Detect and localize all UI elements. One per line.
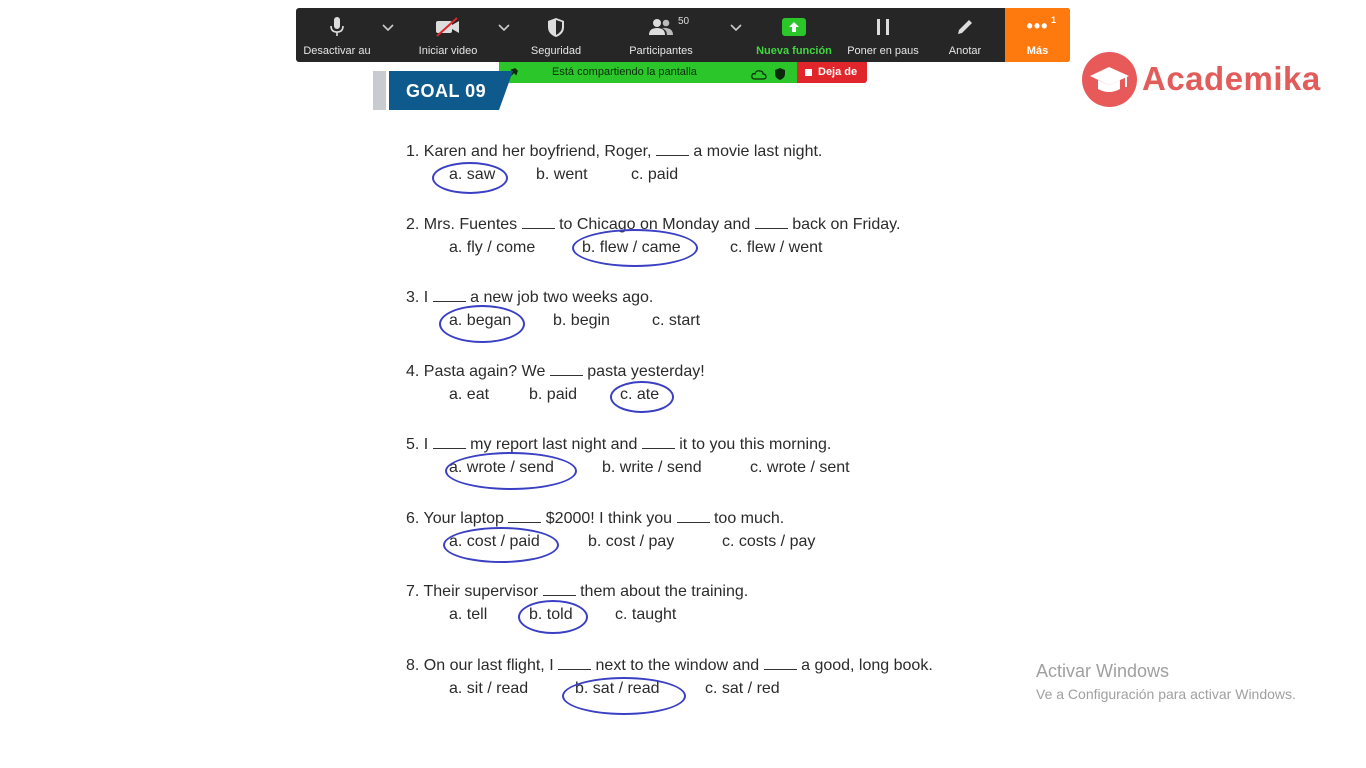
start-video-button[interactable] xyxy=(408,8,488,62)
activate-windows-subtitle: Ve a Configuración para activar Windows. xyxy=(1036,686,1296,702)
answer-circle-annotation xyxy=(443,527,559,563)
question-number: 8. xyxy=(406,657,424,674)
question-text: a movie last night. xyxy=(693,143,823,160)
question-text: $2000! I think you xyxy=(545,510,677,527)
question-text: too much. xyxy=(713,510,785,527)
answer-option[interactable]: c. paid xyxy=(631,166,679,183)
question-text: I xyxy=(423,436,433,453)
answer-blank xyxy=(550,361,583,376)
answer-option[interactable]: b. flew / came xyxy=(582,239,681,256)
answer-option[interactable]: a. sit / read xyxy=(449,680,529,697)
more-button[interactable] xyxy=(1005,8,1070,62)
question-stem xyxy=(406,287,653,307)
answer-blank xyxy=(522,214,555,229)
answer-option[interactable]: c. start xyxy=(652,312,701,329)
question-number: 3. xyxy=(406,289,424,306)
more-badge: 1 xyxy=(1050,15,1056,25)
pencil-icon xyxy=(934,16,996,38)
answer-option[interactable]: a. tell xyxy=(449,606,488,623)
sharing-banner xyxy=(499,62,797,83)
answer-option[interactable]: b. write / send xyxy=(602,459,702,476)
answer-circle-annotation xyxy=(439,305,525,343)
question-text: Karen and her boyfriend, Roger, xyxy=(423,143,656,160)
more-label: Más xyxy=(1026,45,1049,57)
answer-option[interactable]: a. began xyxy=(449,312,512,329)
question-number: 2. xyxy=(406,216,424,233)
sharing-status-text: Está compartiendo la pantalla xyxy=(552,66,697,78)
answer-option[interactable]: b. told xyxy=(529,606,573,623)
answer-option[interactable]: c. taught xyxy=(615,606,677,623)
answer-circle-annotation xyxy=(432,162,508,194)
stop-share-button[interactable] xyxy=(797,62,867,83)
shield-icon xyxy=(518,16,594,38)
answer-option[interactable]: c. costs / pay xyxy=(722,533,816,550)
question-number: 5. xyxy=(406,436,424,453)
shield-icon xyxy=(775,67,785,85)
question-text: it to you this morning. xyxy=(679,436,832,453)
video-off-icon xyxy=(408,16,488,38)
answer-blank xyxy=(543,581,576,596)
ellipsis-icon: ••• xyxy=(1026,16,1049,36)
graduation-cap-icon xyxy=(1082,52,1137,107)
goal-title: GOAL 09 xyxy=(406,81,487,101)
cloud-icon xyxy=(751,67,767,85)
answer-blank xyxy=(656,141,689,156)
question-text: Your laptop xyxy=(423,510,509,527)
goal-header-accent xyxy=(373,71,386,110)
question-text: Pasta again? We xyxy=(423,363,550,380)
share-screen-label: Nueva función xyxy=(756,45,832,57)
pause-share-button[interactable] xyxy=(840,8,926,62)
answer-option[interactable]: a. wrote / send xyxy=(449,459,554,476)
answer-blank xyxy=(677,508,710,523)
answer-option[interactable]: b. cost / pay xyxy=(588,533,675,550)
meeting-toolbar xyxy=(296,8,1070,62)
answer-option[interactable]: b. sat / read xyxy=(575,680,660,697)
stop-icon xyxy=(805,69,812,76)
question-stem xyxy=(406,361,705,381)
answer-circle-annotation xyxy=(518,600,588,634)
participants-count: 50 xyxy=(678,16,690,27)
security-label: Seguridad xyxy=(530,45,582,57)
microphone-icon xyxy=(296,16,378,38)
answer-blank xyxy=(764,655,797,670)
answer-option[interactable]: c. wrote / sent xyxy=(750,459,850,476)
question-stem xyxy=(406,434,831,454)
answer-circle-annotation xyxy=(610,381,674,413)
activate-windows-title: Activar Windows xyxy=(1036,661,1170,681)
question-number: 7. xyxy=(406,583,424,600)
answer-option[interactable]: b. paid xyxy=(529,386,578,403)
question-text: them about the training. xyxy=(580,583,749,600)
chevron-down-icon[interactable] xyxy=(498,24,516,32)
question-text: a new job two weeks ago. xyxy=(470,289,654,306)
answer-circle-annotation xyxy=(572,229,698,267)
chevron-down-icon[interactable] xyxy=(730,24,748,32)
security-button[interactable] xyxy=(518,8,594,62)
question-number: 6. xyxy=(406,510,424,527)
answer-option[interactable]: b. begin xyxy=(553,312,610,329)
answer-option[interactable]: a. fly / come xyxy=(449,239,536,256)
question-text: a good, long book. xyxy=(801,657,933,674)
question-text: Mrs. Fuentes xyxy=(423,216,522,233)
question-text: next to the window and xyxy=(595,657,764,674)
answer-circle-annotation xyxy=(562,677,686,715)
question-stem xyxy=(406,655,933,675)
annotate-button[interactable] xyxy=(934,8,996,62)
question-text: pasta yesterday! xyxy=(587,363,705,380)
answer-option[interactable]: c. ate xyxy=(620,386,660,403)
participants-button[interactable] xyxy=(618,8,704,62)
question-text: back on Friday. xyxy=(792,216,901,233)
answer-option[interactable]: b. went xyxy=(536,166,588,183)
question-text: Their supervisor xyxy=(423,583,543,600)
answer-blank xyxy=(558,655,591,670)
question-text: to Chicago on Monday and xyxy=(559,216,755,233)
question-stem xyxy=(406,508,784,528)
answer-blank xyxy=(433,434,466,449)
answer-option[interactable]: a. eat xyxy=(449,386,490,403)
question-text: my report last night and xyxy=(470,436,642,453)
answer-circle-annotation xyxy=(445,452,577,490)
start-video-label: Iniciar video xyxy=(418,45,478,57)
answer-blank xyxy=(755,214,788,229)
question-number: 4. xyxy=(406,363,424,380)
goal-header xyxy=(389,71,513,110)
share-up-arrow-icon xyxy=(752,16,836,38)
question-text: On our last flight, I xyxy=(423,657,559,674)
question-stem xyxy=(406,581,748,601)
participants-label: Participantes xyxy=(629,45,693,57)
answer-blank xyxy=(433,287,466,302)
chevron-down-icon[interactable] xyxy=(382,24,400,32)
answer-blank xyxy=(508,508,541,523)
participants-icon xyxy=(618,16,704,38)
pause-share-label: Poner en paus xyxy=(847,45,919,57)
logo-text: Academika xyxy=(1142,60,1321,97)
stop-share-label: Deja de xyxy=(818,66,858,78)
annotate-label: Anotar xyxy=(948,45,982,57)
mute-button[interactable] xyxy=(296,8,378,62)
answer-option[interactable]: c. sat / red xyxy=(705,680,780,697)
mute-label: Desactivar au xyxy=(303,45,371,57)
answer-option[interactable]: c. flew / went xyxy=(730,239,823,256)
answer-option[interactable]: a. cost / paid xyxy=(449,533,540,550)
answer-option[interactable]: a. saw xyxy=(449,166,496,183)
question-text: I xyxy=(423,289,433,306)
pause-icon xyxy=(840,16,926,38)
question-number: 1. xyxy=(406,143,424,160)
question-stem xyxy=(406,141,822,161)
share-screen-button[interactable] xyxy=(752,8,836,62)
answer-blank xyxy=(642,434,675,449)
